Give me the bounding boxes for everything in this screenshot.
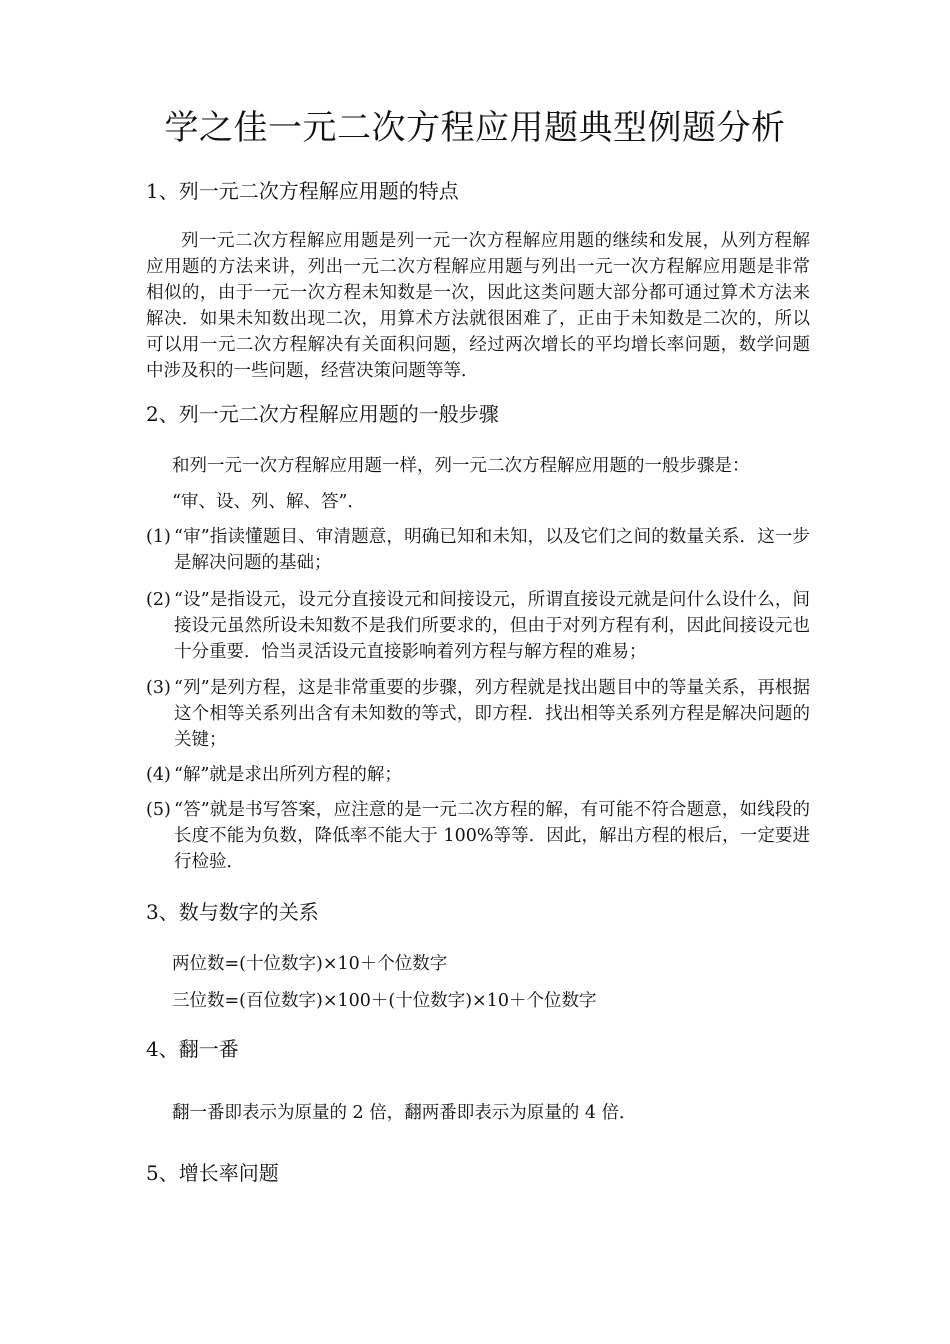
step-number: (5) bbox=[146, 800, 171, 820]
step-item bbox=[146, 762, 810, 788]
section-4-heading: 4、翻一番 bbox=[146, 1037, 239, 1061]
step-item bbox=[146, 797, 810, 875]
section-2-summary: “审、设、列、解、答”． bbox=[172, 492, 365, 512]
section-2-intro: 和列一元一次方程解应用题一样，列一元二次方程解应用题的一般步骤是： bbox=[172, 456, 750, 476]
step-text: “审”指读懂题目、审清题意，明确已知和未知，以及它们之间的数量关系．这一步是解决问题的基础； bbox=[174, 527, 810, 573]
step-item bbox=[146, 524, 810, 576]
step-text: “答”就是书写答案，应注意的是一元二次方程的解，有可能不符合题意，如线段的长度不能为负数，降低率不能大于 100%等等．因此，解出方程的根后，一定要进行检验． bbox=[174, 800, 810, 872]
step-number: (1) bbox=[146, 527, 171, 547]
step-item bbox=[146, 587, 810, 665]
section-1-paragraph: 列一元二次方程解应用题是列一元一次方程解应用题的继续和发展，从列方程解应用题的方法来讲，列出一元二次方程解应用题与列出一元一次方程解应用题是非常相似的，由于一元一次方程未知数是一次，因此这类问题大部分都可通过算术方法来解决．如果未知数出现二次，用算术方法就很困难了，正由于未知数是二次的，所以可以用一元二次方程解决有关面积问题，经过两次增长的平均增长率问题，数学问题中涉及积的一些问题，经营决策问题等等． bbox=[146, 231, 810, 381]
section-4-text: 翻一番即表示为原量的 2 倍，翻两番即表示为原量的 4 倍． bbox=[172, 1103, 637, 1123]
formula-two-digit: 两位数=(十位数字)×10＋个位数字 bbox=[172, 954, 448, 974]
step-text: “解”就是求出所列方程的解； bbox=[174, 765, 402, 785]
section-5-heading: 5、增长率问题 bbox=[146, 1161, 279, 1185]
step-number: (4) bbox=[146, 765, 171, 785]
step-text: “列”是列方程，这是非常重要的步骤，列方程就是找出题目中的等量关系，再根据这个相等关系列出含有未知数的等式，即方程．找出相等关系列方程是解决问题的关键； bbox=[174, 678, 810, 750]
step-text: “设”是指设元，设元分直接设元和间接设元，所谓直接设元就是问什么设什么，间接设元虽然所设未知数不是我们所要求的，但由于对列方程有利，因此间接设元也十分重要．恰当灵活设元直接影响着列方程与解方程的难易； bbox=[174, 590, 810, 662]
document-title: 学之佳一元二次方程应用题典型例题分析 bbox=[164, 108, 786, 148]
step-number: (2) bbox=[146, 590, 171, 610]
step-item bbox=[146, 675, 810, 753]
formula-three-digit: 三位数=(百位数字)×100＋(十位数字)×10＋个位数字 bbox=[172, 991, 597, 1011]
step-number: (3) bbox=[146, 678, 171, 698]
section-2-heading: 2、列一元二次方程解应用题的一般步骤 bbox=[146, 402, 499, 426]
section-3-heading: 3、数与数字的关系 bbox=[146, 900, 319, 924]
section-1-heading: 1、列一元二次方程解应用题的特点 bbox=[146, 179, 459, 203]
